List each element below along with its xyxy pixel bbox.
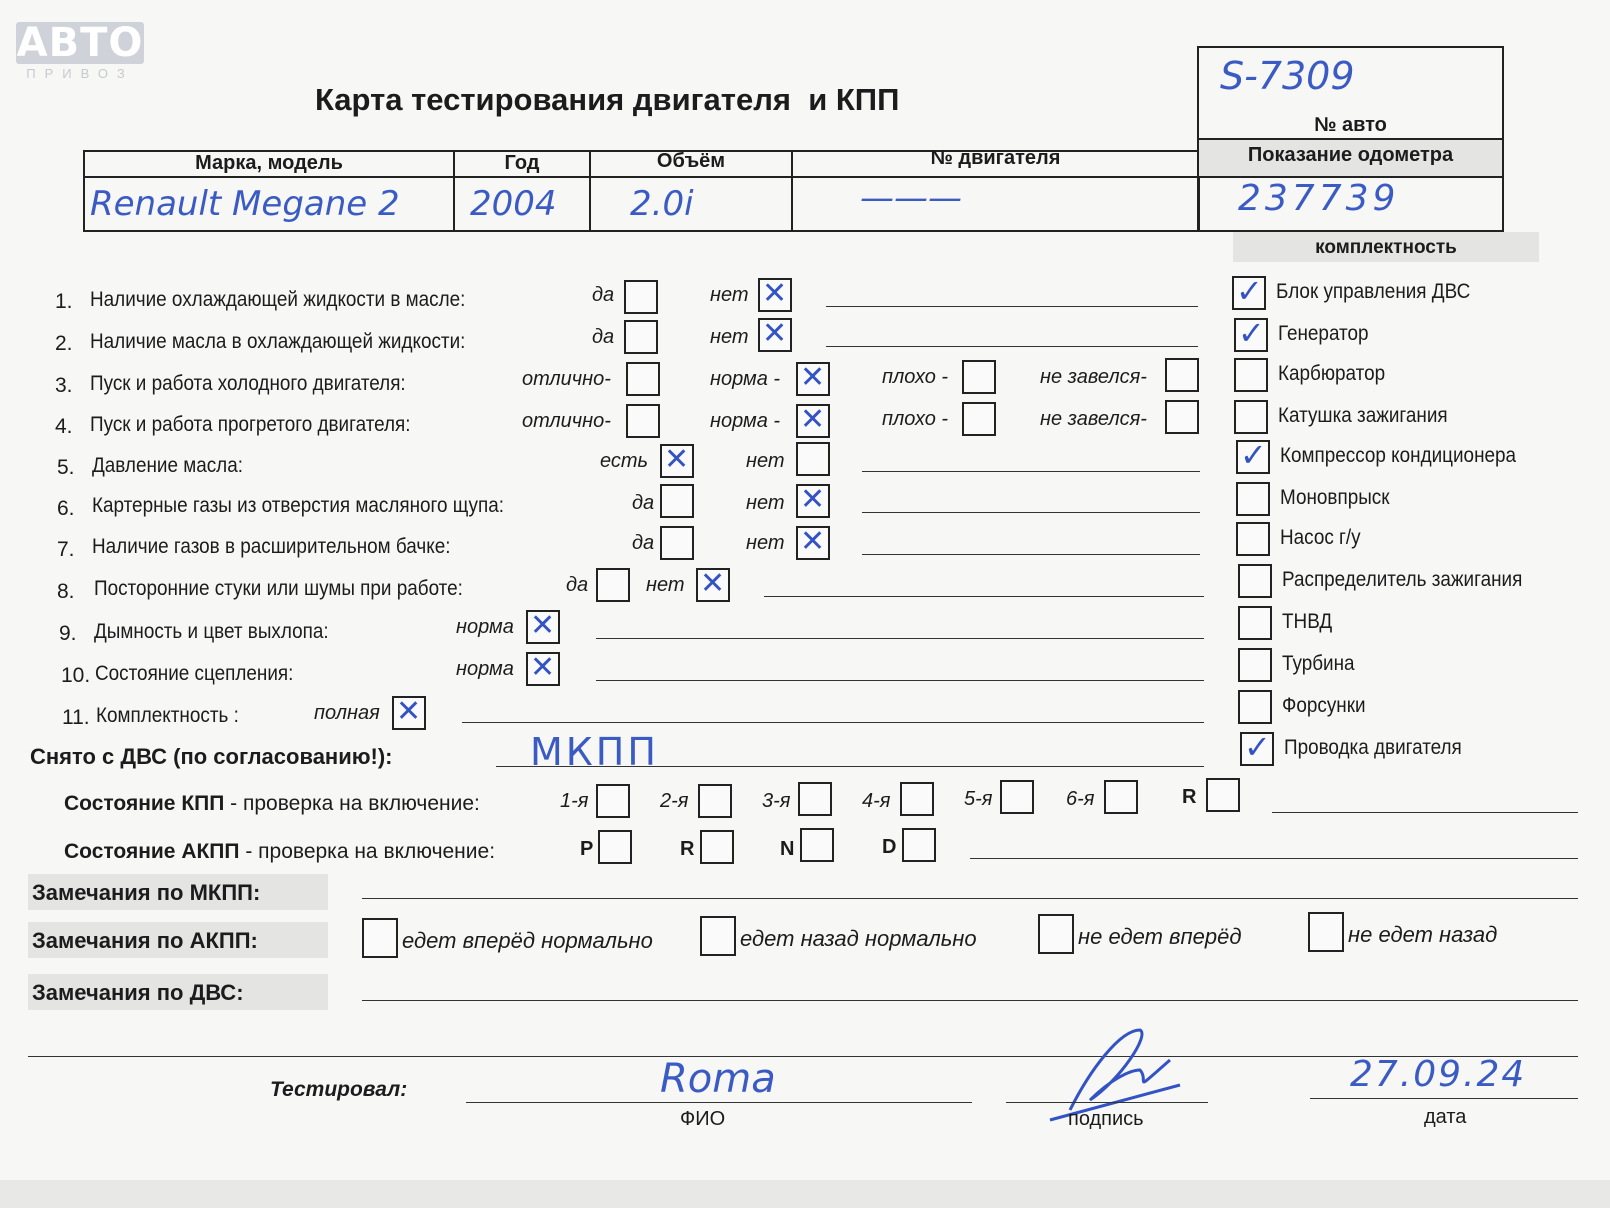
year-header: Год bbox=[504, 152, 540, 174]
test-label: Состояние сцепления: bbox=[95, 662, 294, 685]
notes-line bbox=[826, 306, 1198, 307]
mode-checkbox[interactable] bbox=[598, 830, 632, 864]
gear-label: 4-я bbox=[862, 790, 891, 812]
gear-checkbox[interactable] bbox=[1206, 778, 1240, 812]
completeness-label: Турбина bbox=[1282, 652, 1355, 675]
gear-checkbox[interactable] bbox=[1104, 780, 1138, 814]
test-label: Наличие охлаждающей жидкости в масле: bbox=[90, 288, 466, 311]
signature-line bbox=[1006, 1102, 1208, 1103]
test-option-yes: да bbox=[632, 532, 655, 554]
gear-checkbox[interactable] bbox=[900, 782, 934, 816]
checkbox-no[interactable] bbox=[758, 278, 792, 312]
completeness-checkbox[interactable] bbox=[1234, 358, 1268, 392]
completeness-checkbox[interactable] bbox=[1234, 400, 1268, 434]
mode-label: R bbox=[680, 838, 695, 860]
akpp-remark-option: не едет назад bbox=[1348, 922, 1498, 947]
akpp-remarks-label: Замечания по АКПП: bbox=[32, 928, 258, 953]
test-number: 11. bbox=[62, 706, 90, 729]
avto-logo: АВТО bbox=[16, 20, 144, 66]
akpp-remark-option: едет вперёд нормально bbox=[402, 928, 653, 953]
model-header: Марка, модель bbox=[195, 152, 343, 174]
test-number: 9. bbox=[59, 622, 77, 645]
checkbox-yes[interactable] bbox=[660, 484, 694, 518]
gear-label: 1-я bbox=[560, 790, 589, 812]
mode-label: P bbox=[580, 838, 594, 860]
test-number: 5. bbox=[57, 456, 75, 479]
volume-value: 2.0i bbox=[630, 184, 694, 224]
date-label: дата bbox=[1424, 1106, 1467, 1128]
notes-line bbox=[596, 680, 1204, 681]
completeness-checkbox[interactable] bbox=[1236, 522, 1270, 556]
test-label: Пуск и работа прогретого двигателя: bbox=[90, 413, 411, 436]
completeness-label: ТНВД bbox=[1282, 610, 1333, 633]
completeness-title: комплектность bbox=[1315, 237, 1457, 258]
checkbox-no-start[interactable] bbox=[1165, 358, 1199, 392]
test-label: Пуск и работа холодного двигателя: bbox=[90, 372, 406, 395]
completeness-checkbox[interactable] bbox=[1238, 606, 1272, 640]
dvs-remarks-label: Замечания по ДВС: bbox=[32, 980, 244, 1005]
test-option-normal: норма bbox=[456, 658, 514, 680]
car-number-label: № авто bbox=[1314, 114, 1387, 136]
checkbox-normal[interactable] bbox=[526, 652, 560, 686]
test-option-no: нет bbox=[746, 492, 785, 514]
checkbox-yes[interactable] bbox=[660, 444, 694, 478]
engine-no-value: ——— bbox=[860, 178, 962, 218]
mode-label: D bbox=[882, 836, 897, 858]
completeness-label: Блок управления ДВС bbox=[1276, 280, 1471, 303]
test-option-yes: да bbox=[632, 492, 655, 514]
test-option-normal: норма bbox=[456, 616, 514, 638]
test-label: Посторонние стуки или шумы при работе: bbox=[94, 577, 463, 600]
notes-line bbox=[862, 512, 1200, 513]
date-value: 27.09.24 bbox=[1350, 1054, 1527, 1095]
gear-label: 2-я bbox=[660, 790, 689, 812]
test-number: 1. bbox=[55, 290, 73, 313]
tester-name-line bbox=[466, 1102, 972, 1103]
akpp-remark-checkbox[interactable] bbox=[1308, 912, 1344, 952]
page-bottom-edge bbox=[0, 1180, 1610, 1208]
test-label: Дымность и цвет выхлопа: bbox=[94, 620, 329, 643]
value-cell-engine-no bbox=[791, 176, 1200, 232]
test-option-yes: есть bbox=[600, 450, 649, 472]
checkbox-no[interactable] bbox=[796, 526, 830, 560]
gear-checkbox[interactable] bbox=[596, 784, 630, 818]
checkbox-bad[interactable] bbox=[962, 402, 996, 436]
completeness-checkbox[interactable] bbox=[1238, 564, 1272, 598]
mkpp-remarks-line bbox=[362, 898, 1578, 899]
akpp-remark-checkbox[interactable] bbox=[700, 916, 736, 956]
date-line bbox=[1310, 1098, 1578, 1099]
signature-label: подпись bbox=[1068, 1108, 1144, 1130]
checkbox-excellent[interactable] bbox=[626, 404, 660, 438]
checkbox-no[interactable] bbox=[758, 318, 792, 352]
test-option-no: нет bbox=[646, 574, 685, 596]
completeness-label: Компрессор кондиционера bbox=[1280, 444, 1517, 467]
completeness-label: Распределитель зажигания bbox=[1282, 568, 1523, 591]
akpp-remark-option: едет назад нормально bbox=[740, 926, 977, 951]
checkbox-yes[interactable] bbox=[596, 568, 630, 602]
gear-checkbox[interactable] bbox=[798, 782, 832, 816]
test-number: 10. bbox=[61, 664, 91, 687]
checkbox-no[interactable] bbox=[696, 568, 730, 602]
completeness-checkbox[interactable] bbox=[1240, 732, 1274, 766]
test-number: 2. bbox=[55, 332, 73, 355]
option-excellent: отлично- bbox=[522, 368, 611, 390]
test-option-no: нет bbox=[746, 532, 785, 554]
year-value: 2004 bbox=[470, 184, 557, 224]
akpp-check-label: Состояние АКПП - проверка на включение: bbox=[64, 840, 496, 863]
volume-header: Объём bbox=[656, 150, 726, 172]
removed-line bbox=[496, 766, 1204, 767]
mkpp-check-label: Состояние КПП - проверка на включение: bbox=[64, 792, 480, 815]
option-bad: плохо - bbox=[882, 366, 949, 388]
checkbox-bad[interactable] bbox=[962, 360, 996, 394]
notes-line bbox=[826, 346, 1198, 347]
mkpp-notes-line bbox=[1272, 812, 1578, 813]
test-option-yes: да bbox=[592, 284, 615, 306]
mkpp-remarks-label: Замечания по МКПП: bbox=[32, 880, 261, 905]
test-label: Комплектность : bbox=[96, 704, 239, 727]
checkbox-yes[interactable] bbox=[660, 526, 694, 560]
test-label: Наличие масла в охлаждающей жидкости: bbox=[90, 330, 466, 353]
test-label: Картерные газы из отверстия масляного щупа: bbox=[92, 494, 504, 517]
notes-line bbox=[596, 638, 1204, 639]
option-bad: плохо - bbox=[882, 408, 949, 430]
test-number: 6. bbox=[57, 497, 75, 520]
completeness-label: Моновпрыск bbox=[1280, 486, 1390, 509]
odometer-value: 237739 bbox=[1238, 178, 1400, 219]
test-number: 8. bbox=[57, 580, 75, 603]
mode-checkbox[interactable] bbox=[902, 828, 936, 862]
gear-checkbox[interactable] bbox=[698, 784, 732, 818]
test-number: 3. bbox=[55, 374, 73, 397]
notes-line bbox=[462, 722, 1204, 723]
akpp-remark-checkbox[interactable] bbox=[1038, 914, 1074, 954]
test-option-no: нет bbox=[710, 326, 749, 348]
checkbox-no-start[interactable] bbox=[1165, 400, 1199, 434]
mode-label: N bbox=[780, 838, 795, 860]
checkbox-normal[interactable] bbox=[796, 362, 830, 396]
test-option-yes: да bbox=[566, 574, 589, 596]
completeness-checkbox[interactable] bbox=[1232, 276, 1266, 310]
checkbox-yes[interactable] bbox=[624, 320, 658, 354]
avto-logo-subtitle: ПРИВОЗ bbox=[26, 66, 134, 81]
gear-label: 3-я bbox=[762, 790, 791, 812]
test-option-full: полная bbox=[314, 702, 380, 724]
completeness-label: Карбюратор bbox=[1278, 362, 1386, 385]
test-number: 7. bbox=[57, 538, 75, 561]
mode-checkbox[interactable] bbox=[800, 828, 834, 862]
tester-name-value: Roma bbox=[660, 1056, 776, 1102]
gear-label: 6-я bbox=[1066, 788, 1095, 810]
completeness-checkbox[interactable] bbox=[1234, 318, 1268, 352]
option-no-start: не завелся- bbox=[1040, 408, 1147, 430]
option-normal: норма - bbox=[710, 368, 781, 390]
car-number-value: S-7309 bbox=[1220, 54, 1355, 98]
completeness-label: Проводка двигателя bbox=[1284, 736, 1462, 759]
gear-label: R bbox=[1182, 786, 1197, 808]
tested-by-label: Тестировал: bbox=[270, 1078, 408, 1101]
notes-line bbox=[764, 596, 1204, 597]
notes-line bbox=[862, 471, 1200, 472]
checkbox-full[interactable] bbox=[392, 696, 426, 730]
test-option-no: нет bbox=[746, 450, 785, 472]
dvs-remarks-line-2 bbox=[28, 1056, 1578, 1057]
test-label: Наличие газов в расширительном бачке: bbox=[92, 535, 451, 558]
model-value: Renault Megane 2 bbox=[90, 184, 400, 224]
engine-no-header: № двигателя bbox=[930, 147, 1061, 169]
checkbox-normal[interactable] bbox=[526, 610, 560, 644]
akpp-notes-line bbox=[970, 858, 1578, 859]
checkbox-normal[interactable] bbox=[796, 404, 830, 438]
mode-checkbox[interactable] bbox=[700, 830, 734, 864]
completeness-label: Генератор bbox=[1278, 322, 1369, 345]
completeness-checkbox[interactable] bbox=[1236, 482, 1270, 516]
odometer-header: Показание одометра bbox=[1247, 144, 1454, 166]
gear-checkbox[interactable] bbox=[1000, 780, 1034, 814]
removed-label: Снято с ДВС (по согласованию!): bbox=[30, 744, 393, 769]
completeness-label: Форсунки bbox=[1282, 694, 1366, 717]
completeness-checkbox[interactable] bbox=[1238, 648, 1272, 682]
option-excellent: отлично- bbox=[522, 410, 611, 432]
document-title: Карта тестирования двигателя и КПП bbox=[315, 82, 900, 117]
option-normal: норма - bbox=[710, 410, 781, 432]
dvs-remarks-line bbox=[362, 1000, 1578, 1001]
test-option-no: нет bbox=[710, 284, 749, 306]
gear-label: 5-я bbox=[964, 788, 993, 810]
test-number: 4. bbox=[55, 415, 73, 438]
checkbox-no[interactable] bbox=[796, 484, 830, 518]
akpp-remark-checkbox[interactable] bbox=[362, 918, 398, 958]
checkbox-excellent[interactable] bbox=[626, 362, 660, 396]
completeness-checkbox[interactable] bbox=[1238, 690, 1272, 724]
checkbox-no[interactable] bbox=[796, 442, 830, 476]
completeness-label: Катушка зажигания bbox=[1278, 404, 1448, 427]
fio-label: ФИО bbox=[680, 1108, 726, 1130]
completeness-label: Насос г/у bbox=[1280, 526, 1361, 549]
test-option-yes: да bbox=[592, 326, 615, 348]
akpp-remark-option: не едет вперёд bbox=[1078, 924, 1242, 949]
checkbox-yes[interactable] bbox=[624, 280, 658, 314]
completeness-checkbox[interactable] bbox=[1236, 440, 1270, 474]
notes-line bbox=[862, 554, 1200, 555]
option-no-start: не завелся- bbox=[1040, 366, 1147, 388]
removed-value: МКПП bbox=[530, 730, 659, 774]
test-label: Давление масла: bbox=[92, 454, 243, 477]
